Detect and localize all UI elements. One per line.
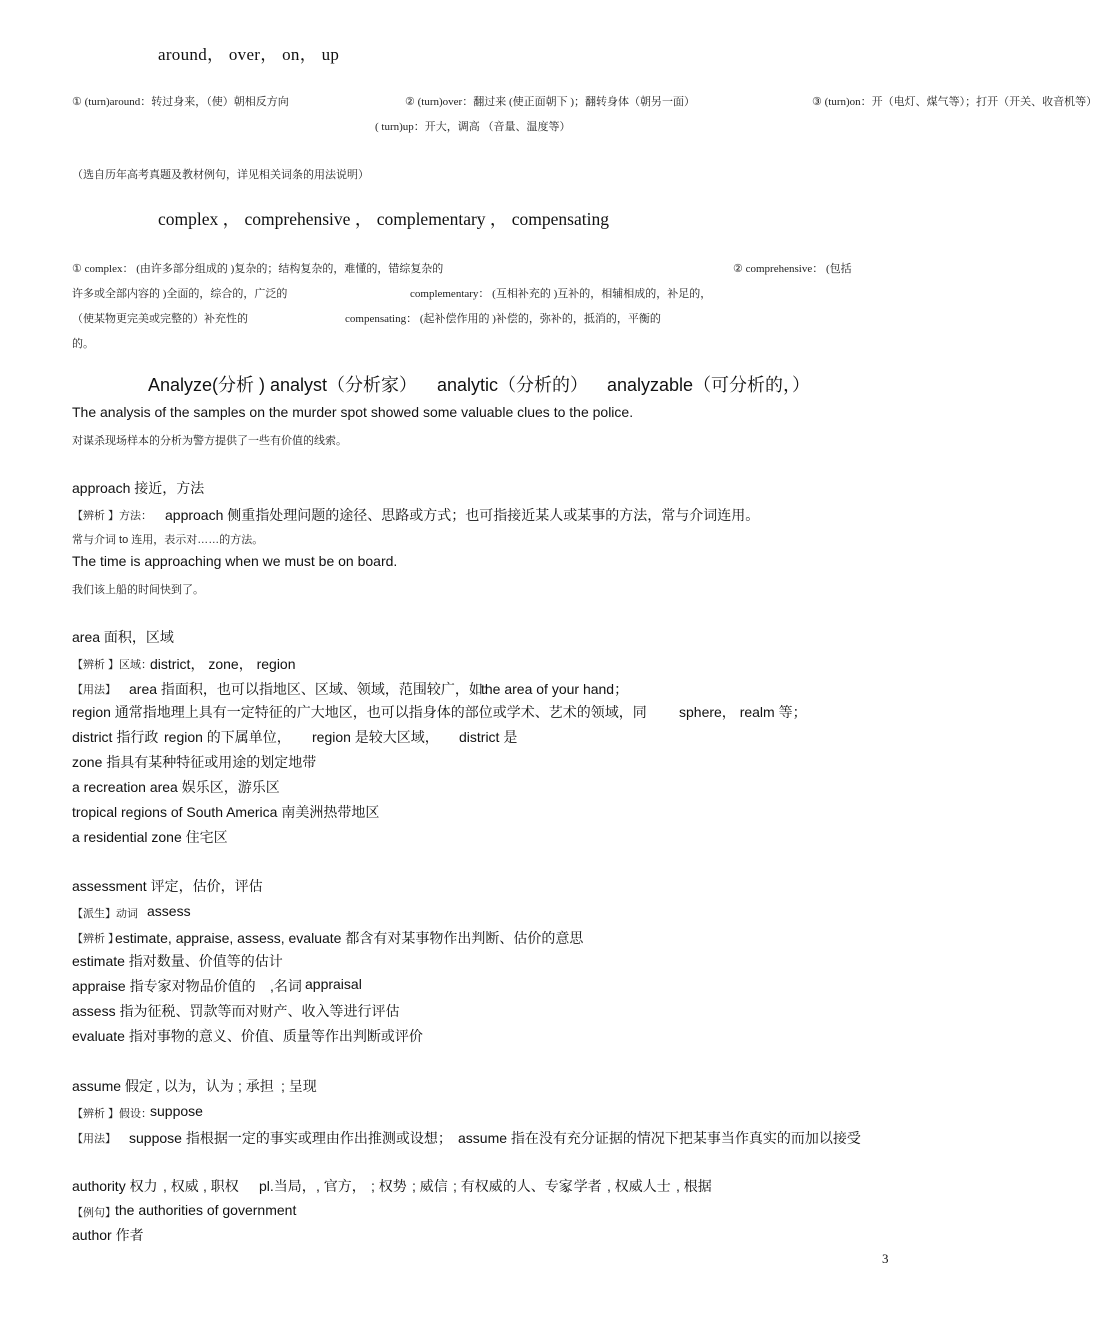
text-line: area 指面积，也可以指地区、区域、领域，范围较广，如： — [129, 681, 497, 697]
text-line: region 通常指地理上具有一定特征的广大地区，也可以指身体的部位或学术、艺术的领域，同 — [72, 704, 647, 720]
entry-heading: assessment 评定，估价，评估 — [72, 878, 263, 894]
entry-heading: assume 假定 — [72, 1078, 153, 1094]
text-line: region 的下属单位， — [164, 729, 291, 745]
text-line: assess 指为征税、罚款等而对财产、收入等进行评估 — [72, 1003, 400, 1019]
text-line: compensating： (起补偿作用的 )补偿的，弥补的，抵消的，平衡的 — [345, 313, 661, 325]
text-line: 【用法】 — [72, 684, 116, 696]
text-line: , 权威 — [163, 1178, 199, 1194]
entry-heading: authority 权力 — [72, 1178, 158, 1194]
text-line: 常与介词 to 连用，表示对……的方法。 — [72, 534, 264, 546]
text-line: , 以为，认为 — [156, 1078, 234, 1094]
text-line: , 权威人士 — [607, 1178, 671, 1194]
entry-heading: approach 接近，方法 — [72, 480, 205, 496]
text-line: 许多或全部内容的 )全面的，综合的，广泛的 — [72, 288, 288, 300]
text-line: 【用法】 — [72, 1133, 116, 1145]
text-line: ② (turn)over：翻过来 (使正面朝下 )；翻转身体（朝另一面） — [405, 96, 696, 108]
section-heading: around， over， on， up — [158, 45, 340, 64]
text-line: estimate 指对数量、价值等的估计 — [72, 953, 283, 969]
text-line: 【辨析 】 — [72, 933, 120, 945]
section-heading: analytic（分析的） — [437, 375, 589, 395]
entry-heading: area 面积，区域 — [72, 629, 174, 645]
text-line: district 是 — [459, 729, 518, 745]
text-line: 【辨析 】方法： — [72, 510, 153, 522]
text-line: , 学者 — [566, 1178, 602, 1194]
text-line: pl.当局， — [259, 1178, 316, 1194]
text-line: estimate, appraise, assess, evaluate 都含有对某事物作出判断、估价的意思 — [115, 930, 584, 946]
text-line: （使某物更完美或完整的）补充性的 — [72, 313, 248, 325]
text-line: ; 有权威的人、专家 — [453, 1178, 573, 1194]
text-line: （选自历年高考真题及教材例句，详见相关词条的用法说明） — [72, 169, 369, 181]
text-line: sphere， realm 等； — [679, 704, 807, 720]
text-line: , 职权 — [203, 1178, 239, 1194]
text-line: approach 侧重指处理问题的途径、思路或方式；也可指接近某人或某事的方法，常与介词连用。 — [165, 507, 760, 523]
example-phrase: the authorities of government — [115, 1202, 297, 1218]
section-heading: analyzable（可分析的，） — [607, 375, 811, 395]
text-line: ( turn)up：开大，调高 （音量、温度等） — [375, 121, 571, 133]
text-line: ; 权势 — [371, 1178, 407, 1194]
page-number: 3 — [882, 1251, 889, 1266]
text-line: 【例句】 — [72, 1207, 116, 1219]
text-line: the area of your hand； — [481, 681, 629, 697]
text-line: district 指行政 — [72, 729, 159, 745]
text-line: , 根据 — [676, 1178, 712, 1194]
text-line: evaluate 指对事物的意义、价值、质量等作出判断或评价 — [72, 1028, 423, 1044]
section-heading: complex ， comprehensive ， complementary ， compensating — [158, 209, 609, 229]
text-line: ③ (turn)on：开（电灯、煤气等）；打开（开关、收音机等） — [812, 96, 1097, 108]
example-sentence: The analysis of the samples on the murder spot showed some valuable clues to the police. — [72, 404, 634, 420]
text-line: district， zone， region — [150, 656, 296, 672]
text-line: complementary： (互相补充的 )互补的，相辅相成的，补足的， — [410, 288, 712, 300]
text-line: ; 呈现 — [281, 1078, 317, 1094]
section-heading: Analyze(分析 ) analyst（分析家） — [148, 375, 418, 395]
text-line: ; 承担 — [238, 1078, 274, 1094]
text-line: assess — [147, 903, 191, 919]
text-line: ,名词 — [270, 978, 302, 994]
text-line: ① (turn)around：转过身来，（使）朝相反方向 — [72, 96, 289, 108]
text-line: assume 指在没有充分证据的情况下把某事当作真实的而加以接受 — [458, 1130, 861, 1146]
text-line: appraise 指专家对物品价值的 — [72, 978, 256, 994]
text-line: zone 指具有某种特征或用途的划定地带 — [72, 754, 317, 770]
text-line: author 作者 — [72, 1227, 144, 1243]
example-phrase: a recreation area 娱乐区，游乐区 — [72, 779, 280, 795]
example-phrase: a residential zone 住宅区 — [72, 829, 228, 845]
text-line: 【辨析 】区域： — [72, 659, 153, 671]
text-line: 【辨析 】假设： — [72, 1108, 153, 1120]
text-line: ② comprehensive： (包括 — [733, 263, 852, 275]
example-sentence: The time is approaching when we must be on board. — [72, 553, 398, 569]
translation-line: 对谋杀现场样本的分析为警方提供了一些有价值的线索。 — [72, 435, 347, 447]
text-line: ; 威信 — [412, 1178, 448, 1194]
text-line: suppose 指根据一定的事实或理由作出推测或设想； — [129, 1130, 452, 1146]
text-line: region 是较大区域， — [312, 729, 439, 745]
text-line: 的。 — [72, 338, 94, 350]
example-phrase: tropical regions of South America 南美洲热带地区 — [72, 804, 380, 820]
text-line: , 官方， — [316, 1178, 366, 1194]
text-line: suppose — [150, 1103, 203, 1119]
text-line: appraisal — [305, 976, 362, 992]
text-line: ① complex： (由许多部分组成的 )复杂的；结构复杂的，难懂的，错综复杂的 — [72, 263, 444, 275]
text-line: 【派生】动词 — [72, 908, 138, 920]
translation-line: 我们该上船的时间快到了。 — [72, 584, 204, 596]
